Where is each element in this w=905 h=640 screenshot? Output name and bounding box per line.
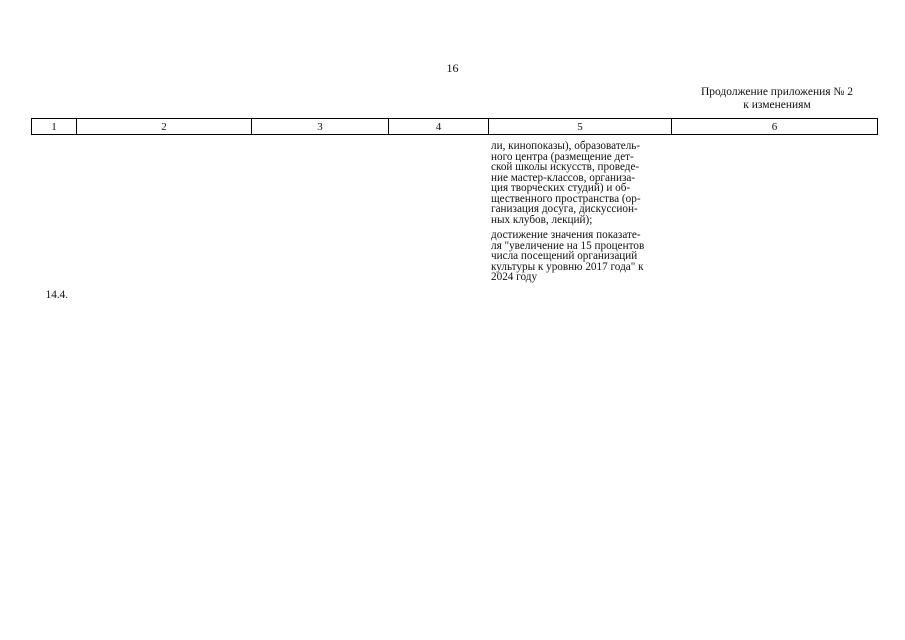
text-line: достижение значения показате- — [491, 229, 641, 241]
col-header-1: 1 — [32, 119, 77, 135]
text-line: ской школы искусств, проведе- — [491, 161, 640, 173]
page-number: 16 — [446, 61, 459, 75]
col-header-3: 3 — [252, 119, 389, 135]
continued-result-paragraph — [491, 141, 671, 225]
text-line: ля "увеличение на 15 процентов — [491, 239, 645, 252]
text-line: ганизация досуга, дискуссион- — [491, 203, 638, 215]
text-line: числа посещений организаций — [491, 250, 638, 262]
text-line: ного центра (размещение дет- — [491, 150, 634, 163]
col-header-4: 4 — [389, 119, 489, 135]
text-line: ция творческих студий) и об- — [491, 182, 631, 194]
text-line: щественного пространства (ор- — [491, 192, 641, 205]
text-line: культуры к уровню 2017 года" к — [491, 260, 644, 273]
text-line: ных клубов, лекций); — [491, 213, 593, 226]
text-line: 2024 году — [491, 271, 538, 283]
row-number — [31, 290, 68, 301]
col-header-5: 5 — [489, 119, 672, 135]
continuation-line-1: Продолжение приложения № 2 — [700, 86, 854, 98]
text-line: 14.4. — [45, 289, 68, 301]
continuation-note — [682, 86, 872, 112]
col-header-2: 2 — [77, 119, 252, 135]
column-number-header — [31, 118, 878, 135]
col-header-6: 6 — [672, 119, 878, 135]
continued-result-paragraph — [491, 230, 671, 283]
text-line: ли, кинопоказы), образователь- — [491, 140, 641, 152]
continuation-line-2: к изменениям — [743, 99, 811, 111]
text-line: ние мастер-классов, организа- — [491, 171, 636, 184]
